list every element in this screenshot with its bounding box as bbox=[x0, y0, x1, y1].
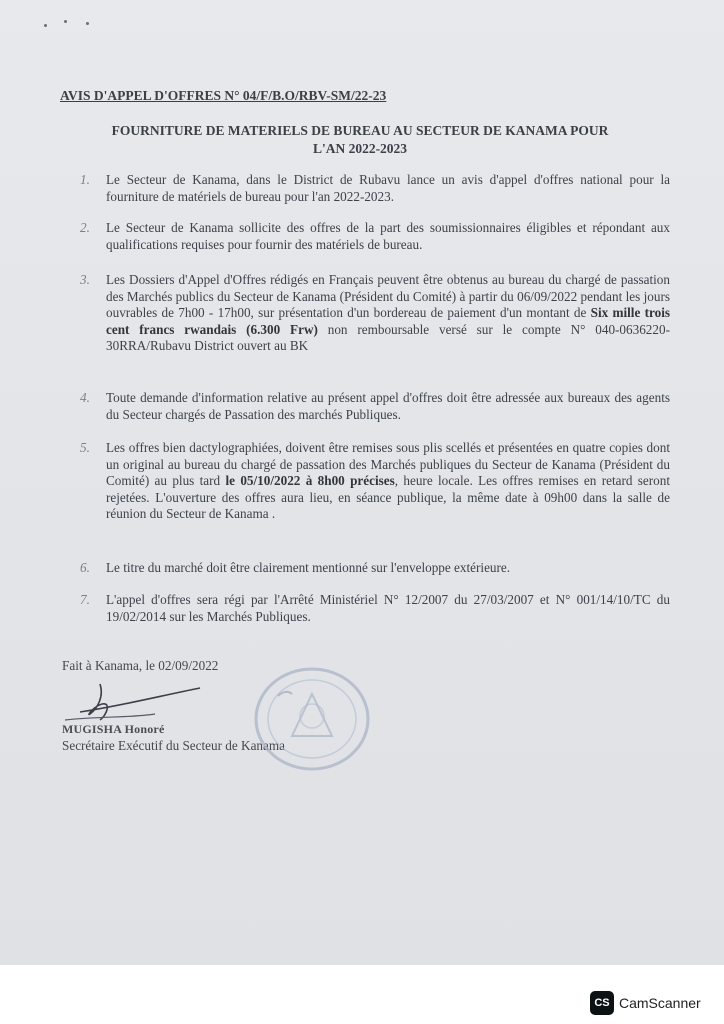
signatory-name: MUGISHA Honoré bbox=[62, 722, 165, 736]
item-number: 7. bbox=[80, 592, 90, 607]
title-line-2: L'AN 2022-2023 bbox=[312, 141, 408, 156]
place-date: Fait à Kanama, le 02/09/2022 bbox=[62, 658, 219, 673]
handwritten-signature bbox=[60, 676, 210, 726]
item-number: 2. bbox=[80, 220, 90, 235]
document-title bbox=[40, 122, 680, 158]
item-text-part: Les offres bien dactylographiées, doivent être remises sous plis scellés et présentées en quatre copies dont un original au bureau du chargé de passation des Marchés publiques du Secteur de Kanama (Président du Comité) au plus tard bbox=[106, 440, 670, 489]
camscanner-logo-icon bbox=[590, 991, 614, 1015]
item-text: L'appel d'offres sera régi par l'Arrêté Ministériel N° 12/2007 du 27/03/2007 et N° 001/14/10/TC du 19/02/2014 sur les Marchés Publiques. bbox=[106, 592, 670, 624]
item-text-part: , heure locale. Les offres remises en retard seront rejetées. L'ouverture des offres aura lieu, en séance publique, la même date à 09h00 dans la salle de réunion du Secteur de Kanama . bbox=[106, 473, 671, 522]
item-text-part: non remboursable versé sur le compte N° 040-0636220-30RRA/Rubavu District ouvert au BK bbox=[106, 321, 670, 354]
item-text: Toute demande d'information relative au présent appel d'offres doit être adressée aux bureaux des agents du Secteur chargés de Passation des marchés Publiques. bbox=[106, 390, 670, 422]
item-text-part: Les Dossiers d'Appel d'Offres rédigés en Français peuvent être obtenus au bureau du chargé de passation des Marchés publics du Secteur de Kanama (Président du Comité) à partir du 06/09/2022 pendant les jours ouvrables de 7h00 - 17h00, sur présentation d'un bordereau de paiement d'un montant de bbox=[106, 272, 670, 321]
camscanner-badge-text: CS bbox=[594, 997, 610, 1009]
item-number: 3. bbox=[80, 272, 90, 287]
scan-speck bbox=[86, 22, 89, 25]
item-number: 1. bbox=[80, 172, 90, 187]
item-text: Le Secteur de Kanama sollicite des offres de la part des soumissionnaires éligibles et répondant aux qualifications requises pour fournir des matériels de bureau. bbox=[106, 220, 670, 252]
item-text: Le Secteur de Kanama, dans le District de Rubavu lance un avis d'appel d'offres national pour la fourniture de matériels de bureau pour l'an 2022-2023. bbox=[106, 172, 670, 204]
signatory-role: Secrétaire Exécutif du Secteur de Kanama bbox=[62, 738, 285, 753]
item-number: 4. bbox=[80, 390, 90, 405]
item-number: 5. bbox=[80, 440, 90, 455]
item-deadline: le 05/10/2022 à 8h00 précises bbox=[225, 473, 395, 489]
item-number: 6. bbox=[80, 560, 90, 575]
camscanner-watermark: CamScanner bbox=[619, 995, 701, 1011]
item-text: Le titre du marché doit être clairement mentionné sur l'enveloppe extérieure. bbox=[106, 560, 511, 575]
official-seal-icon bbox=[252, 664, 372, 774]
item-text bbox=[106, 272, 670, 355]
notice-reference: AVIS D'APPEL D'OFFRES N° 04/F/B.O/RBV-SM/22-23 bbox=[60, 88, 387, 103]
scan-speck bbox=[44, 24, 47, 27]
item-text bbox=[106, 440, 670, 523]
title-line-1: FOURNITURE DE MATERIELS DE BUREAU AU SECTEUR DE KANAMA POUR bbox=[111, 123, 609, 138]
scan-speck bbox=[64, 20, 67, 23]
item-amount: Six mille trois cent francs rwandais (6.300 Frw) bbox=[106, 305, 670, 337]
